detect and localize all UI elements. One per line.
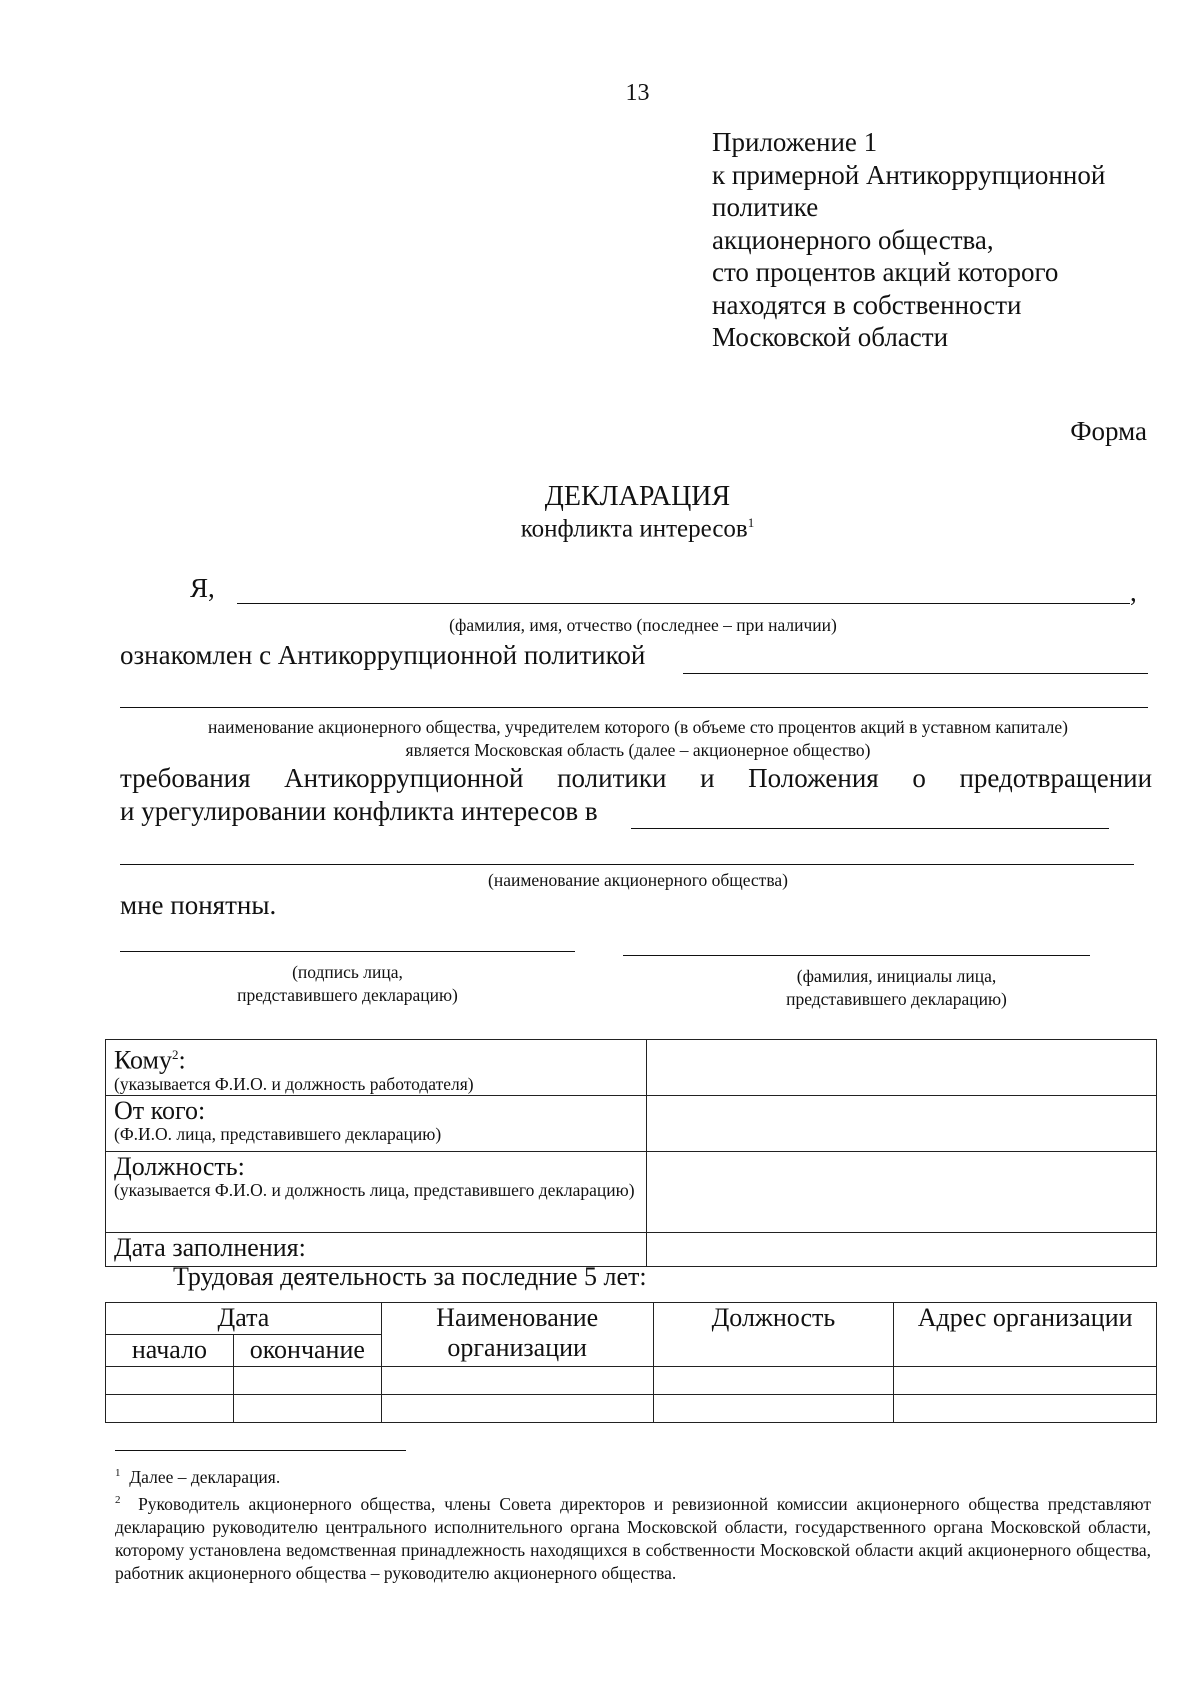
footnote-ref: 1 [747,515,755,530]
start-header: начало [106,1335,234,1367]
company-hint-line-2: является Московская область (далее – акционерное общество) [405,740,871,760]
end-header: окончание [233,1335,381,1367]
table-header-row [106,1303,1157,1335]
to-value-cell[interactable] [646,1040,1156,1096]
form-label: Форма [1070,416,1147,446]
footnotes [115,1462,1151,1585]
word: Положения [748,763,879,793]
footnote-number: 1 [115,1467,121,1479]
i-suffix: , [1130,577,1137,607]
appendix-line: акционерного общества, [712,224,994,255]
signature-hint: (подпись лица, представившего декларацию) [237,962,458,1005]
position-header: Должность [653,1303,894,1367]
word: Антикоррупционной [284,763,524,793]
company-name-fill-line-2[interactable] [120,864,1134,865]
from-cell [106,1096,647,1152]
word: и [700,763,715,793]
footnote-text: Далее – декларация. [129,1466,281,1487]
appendix-line: Приложение 1 [712,127,878,157]
footnote-number: 2 [115,1493,121,1506]
position-hint: (указывается Ф.И.О. и должность лица, представившего декларацию) [114,1180,635,1200]
document-title: ДЕКЛАРАЦИЯ [544,481,731,512]
acquainted-text: ознакомлен с Антикоррупционной политикой [120,640,646,670]
info-table [105,1039,1157,1267]
table-row [106,1152,1157,1233]
to-label-text: Кому [114,1045,173,1075]
to-label-colon: : [178,1045,186,1075]
appendix-header [712,126,1105,354]
table-cell[interactable] [653,1367,894,1395]
understood-text: мне понятны. [120,890,277,920]
appendix-line: политике [712,192,819,222]
company-fill-line[interactable] [120,707,1148,708]
table-cell[interactable] [381,1367,653,1395]
footnote [115,1462,1151,1489]
position-value-cell[interactable] [646,1152,1156,1233]
org-header: Наименование организации [381,1303,653,1367]
to-cell [106,1040,647,1096]
position-cell [106,1152,647,1233]
company-hint-line-1: наименование акционерного общества, учредителем которого (в объеме сто процентов акций в уставном капитале) [207,717,1068,737]
table-cell[interactable] [106,1367,234,1395]
work-history-table [105,1302,1157,1423]
company-name-hint: (наименование акционерного общества) [488,870,788,890]
subtitle-text: конфликта интересов [520,515,748,543]
footnote-divider [115,1450,406,1451]
footnote [115,1489,1151,1585]
date-header: Дата [106,1303,382,1335]
table-row [106,1096,1157,1152]
date-label: Дата заполнения: [114,1233,306,1262]
from-label: От кого: [114,1096,206,1125]
page-number: 13 [625,80,650,106]
address-header: Адрес организации [894,1303,1157,1367]
date-value-cell[interactable] [646,1233,1156,1267]
table-cell[interactable] [381,1395,653,1423]
to-label [106,1040,646,1074]
table-cell[interactable] [653,1395,894,1423]
appendix-line: сто процентов акций которого [712,257,1059,287]
table-row [106,1395,1157,1423]
table-cell[interactable] [233,1367,381,1395]
word: предотвращении [959,763,1153,793]
word: политики [557,763,667,793]
word: требования [120,763,251,793]
requirements-line-2: и урегулировании конфликта интересов в [120,796,598,826]
appendix-line: к примерной Антикоррупционной [712,159,1106,190]
table-cell[interactable] [894,1367,1157,1395]
fio-fill-line[interactable] [237,603,1130,604]
to-hint: (указывается Ф.И.О. и должность работодателя) [114,1073,474,1094]
table-row [106,1367,1157,1395]
footnote-ref: 2 [172,1047,179,1062]
name-hint: (фамилия, инициалы лица, представившего декларацию) [786,966,1007,1009]
table-cell[interactable] [106,1395,234,1423]
footnote-text: Руководитель акционерного общества, члены Совета директоров и ревизионной комиссии акционерного общества представляют декларацию руководителю центрального исполнительного органа Московской области, государственного органа Московской области, которому установлена ведомственная принадлежность находящихся в собственности Московской области акций акционерного общества, работник акционерного общества – руководителю акционерного общества. [115,1493,1151,1583]
work-section-title: Трудовая деятельность за последние 5 лет: [173,1262,647,1291]
table-row [106,1040,1157,1096]
appendix-line: находятся в собственности [712,289,1022,320]
from-value-cell[interactable] [646,1096,1156,1152]
requirements-line-1 [120,763,1152,794]
appendix-line: Московской области [712,322,949,352]
word: о [912,763,926,793]
from-hint: (Ф.И.О. лица, представившего декларацию) [114,1124,442,1144]
company-name-fill-line[interactable] [631,828,1109,829]
policy-fill-line[interactable] [683,673,1148,674]
table-cell[interactable] [233,1395,381,1423]
document-subtitle [0,515,1200,543]
table-cell[interactable] [894,1395,1157,1423]
name-initials-line[interactable] [623,955,1090,956]
signature-line[interactable] [120,951,575,952]
fio-hint: (фамилия, имя, отчество (последнее – при наличии) [449,615,837,635]
i-prefix: Я, [190,573,215,603]
position-label: Должность: [114,1152,245,1181]
